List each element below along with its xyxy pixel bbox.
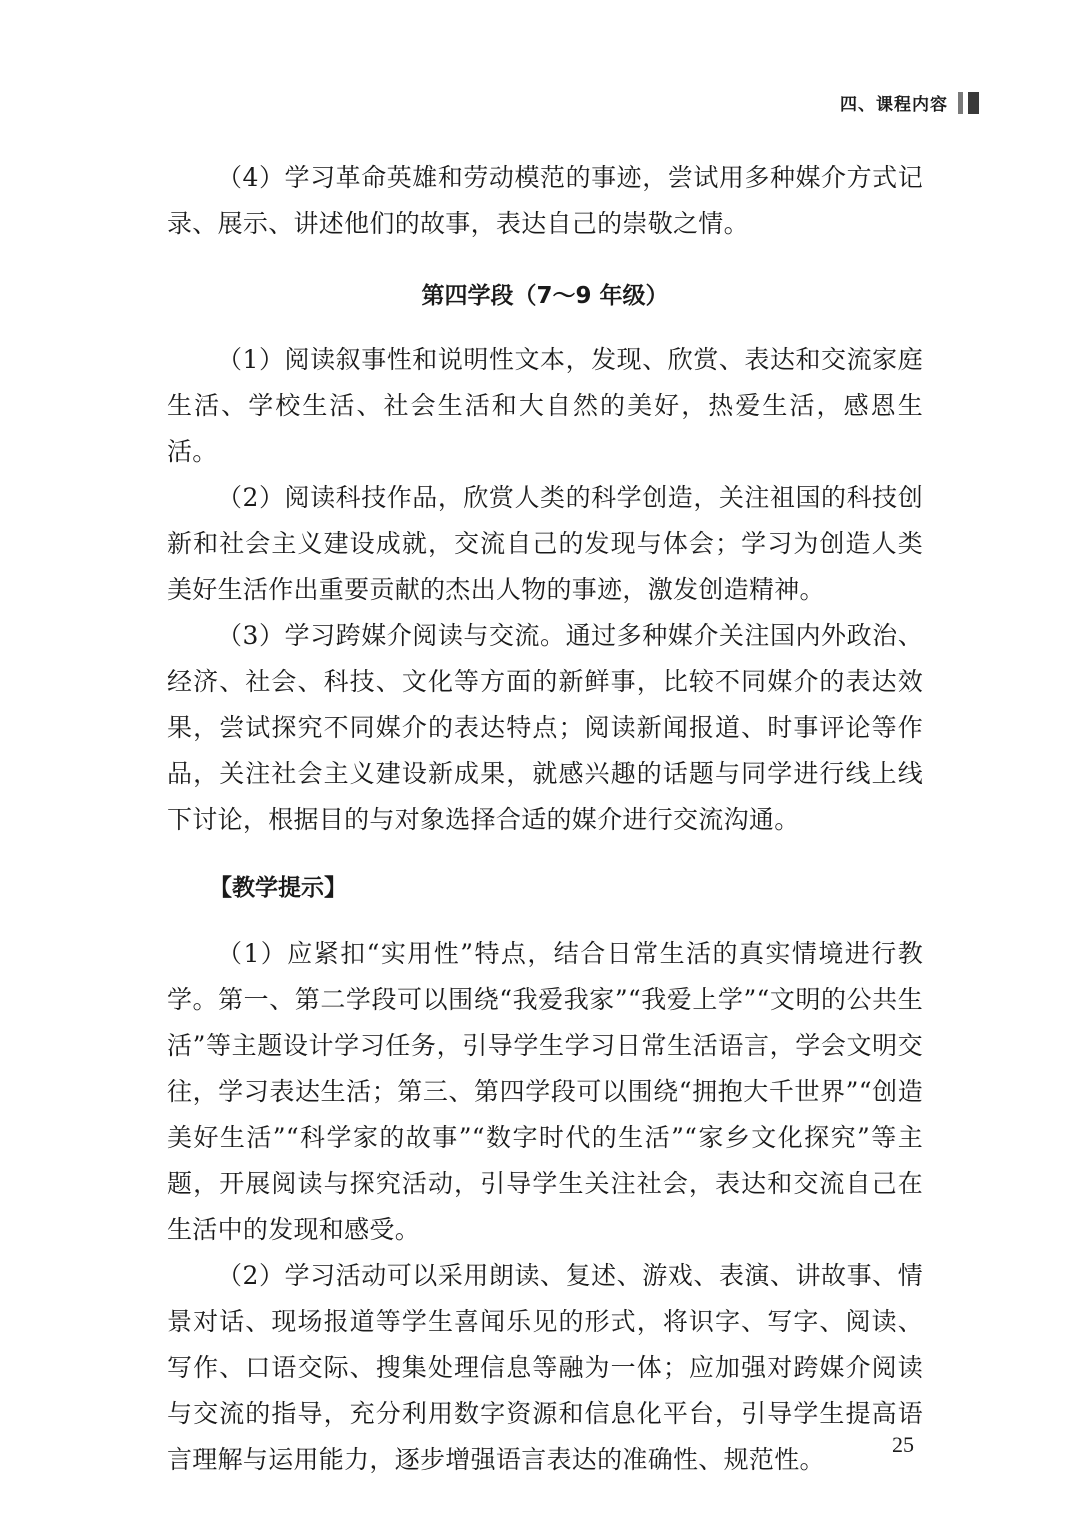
hint-paragraph: （1）应紧扣“实用性”特点，结合日常生活的真实情境进行教学。第一、第二学段可以围绕“我爱我家”“我爱上学”“文明的公共生活”等主题设计学习任务，引导学生学习日常生活语言，学会文明交往，学习表达生活；第三、第四学段可以围绕“拥抱大千世界”“创造美好生活”“科学家的故事”“数字时代的生活”“家乡文化探究”等主题，开展阅读与探究活动，引导学生关注社会，表达和交流自己在生活中的发现和感受。 (167, 939, 923, 1244)
header-bar-light (958, 92, 963, 114)
header-decoration-bars (958, 92, 986, 114)
hint-paragraph: （2）学习活动可以采用朗读、复述、游戏、表演、讲故事、情景对话、现场报道等学生喜闻乐见的形式，将识字、写字、阅读、写作、口语交际、搜集处理信息等融为一体；应加强对跨媒介阅读与交流的指导，充分利用数字资源和信息化平台，引导学生提高语言理解与运用能力，逐步增强语言表达的准确性、规范性。 (167, 1261, 923, 1474)
header-bar-dark (968, 92, 979, 114)
section-paragraph: （1）阅读叙事性和说明性文本，发现、欣赏、表达和交流家庭生活、学校生活、社会生活和大自然的美好，热爱生活，感恩生活。 (167, 345, 923, 466)
intro-paragraph: （4）学习革命英雄和劳动模范的事迹，尝试用多种媒介方式记录、展示、讲述他们的故事，表达自己的崇敬之情。 (167, 163, 923, 238)
section-paragraph: （3）学习跨媒介阅读与交流。通过多种媒介关注国内外政治、经济、社会、科技、文化等方面的新鲜事，比较不同媒介的表达效果，尝试探究不同媒介的表达特点；阅读新闻报道、时事评论等作品，关注社会主义建设新成果，就感兴趣的话题与同学进行线上线下讨论，根据目的与对象选择合适的媒介进行交流沟通。 (167, 621, 923, 834)
page-number: 25 (892, 1432, 914, 1457)
running-head-title: 四、课程内容 (840, 95, 948, 115)
teaching-hint-title: 【教学提示】 (209, 875, 347, 901)
section-paragraph: （2）阅读科技作品，欣赏人类的科学创造，关注祖国的科技创新和社会主义建设成就，交流自己的发现与体会；学习为创造人类美好生活作出重要贡献的杰出人物的事迹，激发创造精神。 (167, 483, 923, 604)
section-title: 第四学段（7～9 年级） (421, 283, 669, 309)
page-content (167, 155, 923, 1483)
